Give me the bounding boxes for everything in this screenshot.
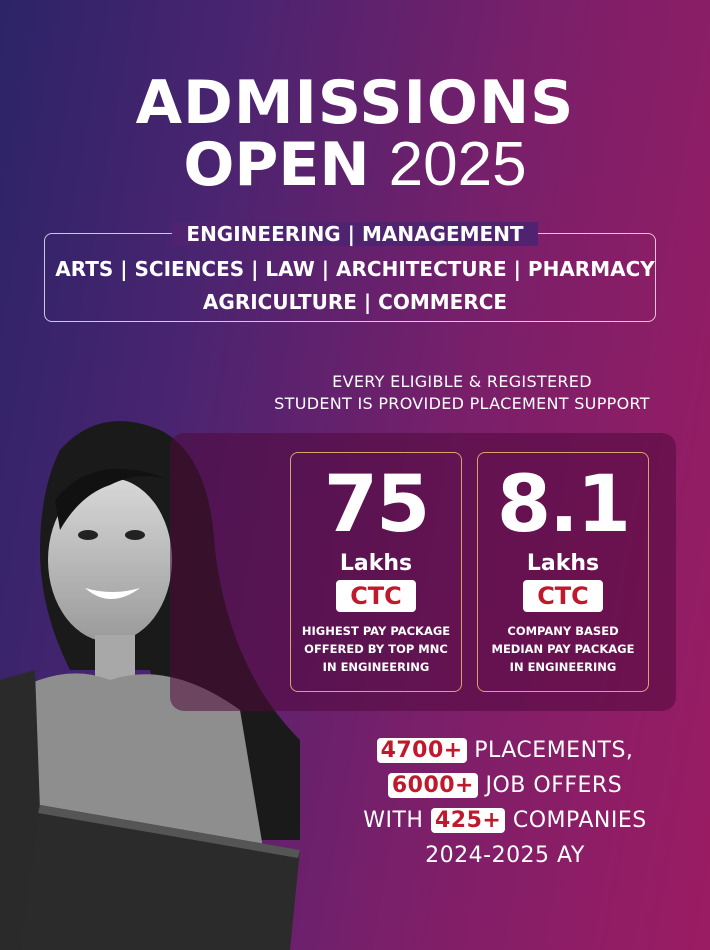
highest-package-description [291,622,461,676]
desc-line: OFFERED BY TOP MNC [304,642,448,656]
placements-line [330,733,680,768]
courses-line-3: AGRICULTURE | COMMERCE [202,290,508,314]
desc-line: MEDIAN PAY PACKAGE [491,642,635,656]
courses-line-1 [0,222,710,246]
desc-line: HIGHEST PAY PACKAGE [301,624,451,638]
highest-package-ctc-badge: CTC [336,580,416,612]
desc-line: IN ENGINEERING [322,660,430,674]
placement-support-text [262,371,662,415]
courses-line-1-text: ENGINEERING | MANAGEMENT [172,222,537,246]
support-line-2: STUDENT IS PROVIDED PLACEMENT SUPPORT [274,394,650,413]
companies-prefix: WITH [363,808,424,833]
median-package-ctc-badge: CTC [523,580,603,612]
placements-label: PLACEMENTS, [474,738,634,763]
headline-open-year [0,130,710,200]
median-package-value: 8.1 [496,460,630,550]
academic-year: 2024-2025 AY [425,843,585,868]
placement-stats [330,733,680,873]
placements-count: 4700+ [377,738,467,763]
courses-line-2: ARTS | SCIENCES | LAW | ARCHITECTURE | PHARMACY [55,257,655,281]
highest-package-unit: Lakhs [339,551,413,576]
highest-package-value: 75 [323,460,429,550]
desc-line: IN ENGINEERING [509,660,617,674]
headline-admissions: ADMISSIONS [135,68,575,138]
median-package-description [478,622,648,676]
offers-line [330,768,680,803]
companies-line [330,803,680,838]
median-package-card [477,452,649,692]
desc-line: COMPANY BASED [507,624,619,638]
support-line-1: EVERY ELIGIBLE & REGISTERED [332,372,592,391]
companies-label: COMPANIES [512,808,647,833]
headline-year: 2025 [388,130,527,199]
highest-package-card [290,452,462,692]
median-package-unit: Lakhs [526,551,600,576]
headline-open: OPEN [183,130,370,200]
offers-count: 6000+ [388,773,478,798]
companies-count: 425+ [431,808,505,833]
offers-label: JOB OFFERS [485,773,623,798]
